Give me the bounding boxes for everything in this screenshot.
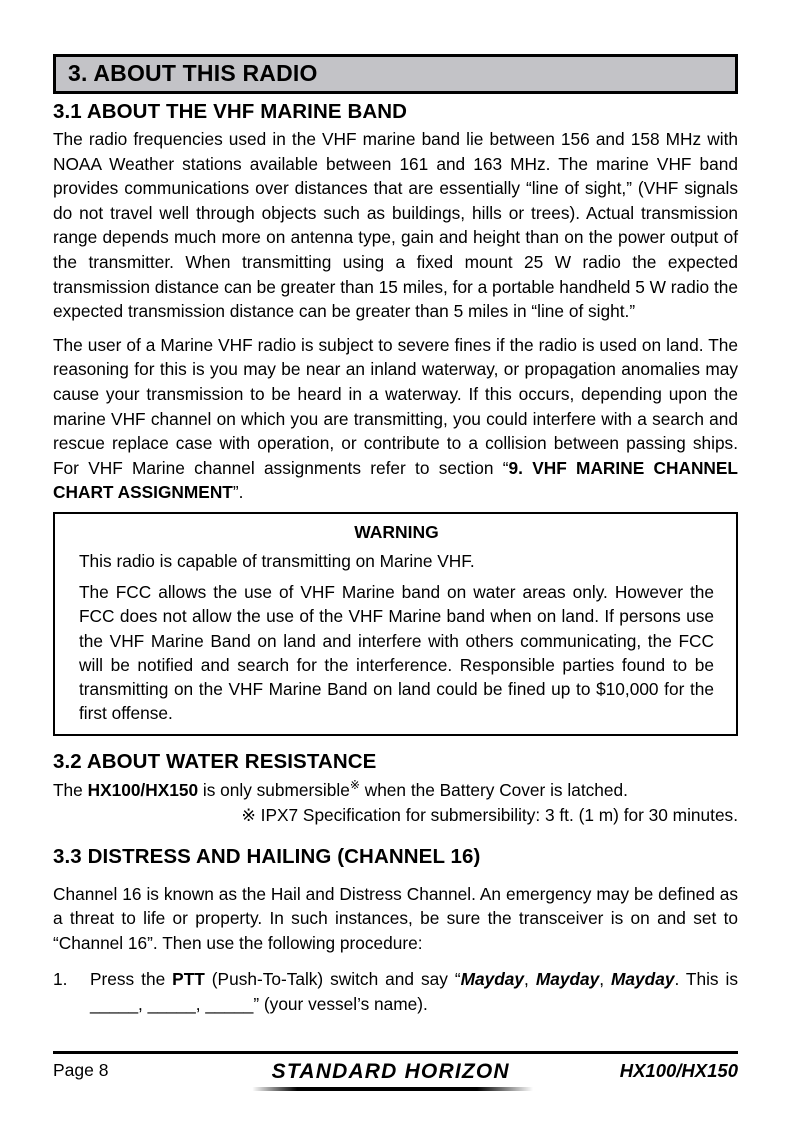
step-text-post: . This is _____, _____, _____” (your vessel’s name). — [90, 969, 739, 1014]
page-footer — [53, 1051, 738, 1082]
page-content — [53, 54, 738, 1016]
section-32-line-mid: is only submersible — [198, 780, 350, 801]
logo-swoosh-underline — [253, 1087, 534, 1091]
ptt-bold: PTT — [172, 969, 205, 990]
reference-mark: ※ — [349, 778, 360, 793]
warning-box — [53, 512, 738, 736]
chapter-title-bar — [53, 54, 738, 94]
step-text-mid: (Push-To-Talk) switch and say “ — [204, 969, 461, 990]
model-name-bold: HX100/HX150 — [87, 780, 199, 801]
step-text — [90, 967, 738, 1016]
warning-title: WARNING — [354, 521, 439, 542]
warning-paragraph-1: This radio is capable of transmitting on Marine VHF. — [79, 550, 475, 571]
procedure-step-1 — [53, 967, 738, 1016]
brand-logo-text: STANDARD HORIZON — [271, 1060, 510, 1083]
section-31-heading: 3.1 ABOUT THE VHF MARINE BAND — [53, 100, 408, 123]
section-32-line-post: when the Battery Cover is latched. — [359, 780, 628, 801]
mayday-sep-2: , — [599, 969, 612, 990]
mayday-3: Mayday — [611, 969, 675, 990]
section-ref-bold: 9. VHF MARINE CHANNEL CHART ASSIGNMENT — [53, 457, 738, 503]
step-number: 1. — [53, 969, 68, 990]
mayday-sep-1: , — [524, 969, 536, 990]
mayday-2: Mayday — [535, 969, 600, 990]
section-32-line-pre: The — [53, 780, 88, 801]
section-31-paragraph-2-end: ”. — [232, 482, 244, 503]
page-number: Page 8 — [53, 1060, 109, 1080]
footer-model-name: HX100/HX150 — [619, 1060, 738, 1081]
standard-horizon-logo — [272, 1060, 510, 1091]
step-text-pre: Press the — [90, 969, 173, 990]
section-32-line — [53, 778, 738, 803]
mayday-1: Mayday — [460, 969, 525, 990]
warning-paragraph-2: The FCC allows the use of VHF Marine band on water areas only. However the FCC does not allow the use of the VHF Marine band when on land. If persons use the VHF Marine Band on land and interfere with others communicating, the FCC will be notified and search for the interference. Responsible parties found to be transmitting on the VHF Marine Band on land could be fined up to $10,000 for the first offense. — [79, 582, 714, 724]
section-32-heading: 3.2 ABOUT WATER RESISTANCE — [53, 750, 377, 774]
section-31-paragraph-2 — [53, 333, 738, 505]
section-31-paragraph-1: The radio frequencies used in the VHF marine band lie between 156 and 158 MHz with NOAA Weather stations available between 161 and 163 MHz. The marine VHF band provides communications over distances that are essentially “line of sight,” (VHF signals do not travel well through objects such as buildings, hills or trees). Actual transmission range depends much more on antenna type, gain and height than on the power output of the transmitter. When transmitting using a fixed mount 25 W radio the expected transmission distance can be greater than 15 miles, for a portable handheld 5 W radio the expected transmission distance can be greater than 5 miles in “line of sight.” — [53, 129, 738, 322]
chapter-title: 3. ABOUT THIS RADIO — [68, 60, 318, 86]
section-31-paragraph-2-text: The user of a Marine VHF radio is subject to severe fines if the radio is used on land. The reasoning for this is you may be near an inland waterway, or propagation anomalies may cause your transmission to be heard in a waterway. If this occurs, depending upon the marine VHF channel on which you are transmitting, you could interfere with a search and rescue replace case with operation, or contribute to a collision between passing ships. For VHF Marine channel assignments refer to section “ — [53, 334, 738, 478]
section-33-paragraph-1: Channel 16 is known as the Hail and Distress Channel. An emergency may be defined as a threat to life or property. In such instances, be sure the transceiver is on and set to “Channel 16”. Then use the following procedure: — [53, 883, 738, 953]
section-32-note: ※ IPX7 Specification for submersibility: 3 ft. (1 m) for 30 minutes. — [241, 804, 738, 825]
section-33-heading: 3.3 DISTRESS AND HAILING (CHANNEL 16) — [53, 844, 481, 868]
